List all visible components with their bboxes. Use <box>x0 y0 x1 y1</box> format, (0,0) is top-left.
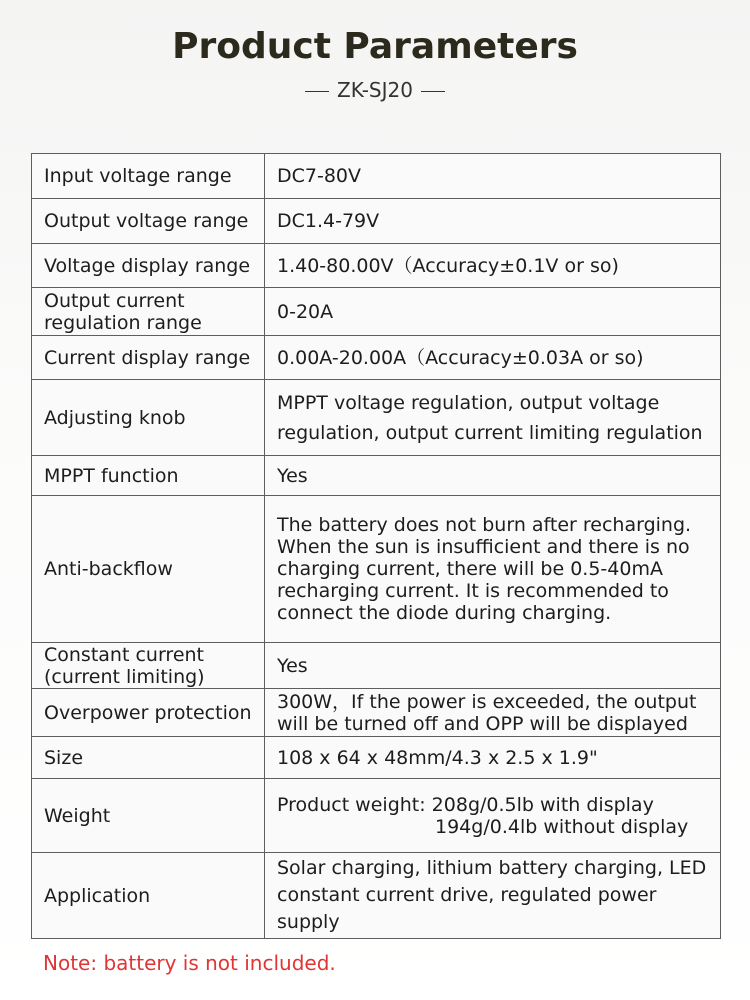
param-value: 0-20A <box>265 288 721 336</box>
param-label: Weight <box>32 779 265 853</box>
table-row <box>32 288 721 336</box>
table-row <box>32 380 721 456</box>
param-label: Application <box>32 853 265 939</box>
param-value: 1.40-80.00V（Accuracy±0.1V or so) <box>265 244 721 288</box>
table-row <box>32 853 721 939</box>
table-row <box>32 643 721 689</box>
param-label: Output current regulation range <box>32 288 265 336</box>
weight-with-display: Product weight: 208g/0.5lb with display <box>277 793 654 816</box>
param-value: 300W，If the power is exceeded, the output will be turned off and OPP will be displayed <box>265 689 721 737</box>
page-title: Product Parameters <box>172 26 578 67</box>
model-number: ZK-SJ20 <box>337 78 413 102</box>
param-label: Current display range <box>32 336 265 380</box>
param-label: Output voltage range <box>32 199 265 244</box>
param-value: Yes <box>265 643 721 689</box>
param-label: Adjusting knob <box>32 380 265 456</box>
param-value <box>265 779 721 853</box>
param-value: The battery does not burn after recharging. When the sun is insufficient and there is no charging current, there will be 0.5-40mA recharging current. It is recommended to connect the diode during charging. <box>265 496 721 643</box>
table-row <box>32 456 721 496</box>
param-label: Constant current (current limiting) <box>32 643 265 689</box>
param-label: Voltage display range <box>32 244 265 288</box>
table-row <box>32 154 721 199</box>
right-dash-decoration <box>421 91 445 93</box>
param-value: Solar charging, lithium battery charging, LED constant current drive, regulated power supply <box>265 853 721 939</box>
param-label: Size <box>32 737 265 779</box>
table-row <box>32 336 721 380</box>
param-value: 0.00A-20.00A（Accuracy±0.03A or so) <box>265 336 721 380</box>
model-subtitle <box>0 78 750 102</box>
param-value: Yes <box>265 456 721 496</box>
param-label: Input voltage range <box>32 154 265 199</box>
param-label: Overpower protection <box>32 689 265 737</box>
table-row <box>32 779 721 853</box>
table-row <box>32 244 721 288</box>
param-value: MPPT voltage regulation, output voltage regulation, output current limiting regulation <box>265 380 721 456</box>
table-row <box>32 199 721 244</box>
table-row <box>32 496 721 643</box>
param-value: DC7-80V <box>265 154 721 199</box>
weight-without-display: 194g/0.4lb without display <box>435 815 689 838</box>
param-label: Anti-backflow <box>32 496 265 643</box>
param-value: DC1.4-79V <box>265 199 721 244</box>
left-dash-decoration <box>305 91 329 93</box>
param-label: MPPT function <box>32 456 265 496</box>
battery-note: Note: battery is not included. <box>43 951 336 975</box>
parameters-table <box>31 153 721 939</box>
table-row <box>32 737 721 779</box>
table-row <box>32 689 721 737</box>
param-value: 108 x 64 x 48mm/4.3 x 2.5 x 1.9" <box>265 737 721 779</box>
